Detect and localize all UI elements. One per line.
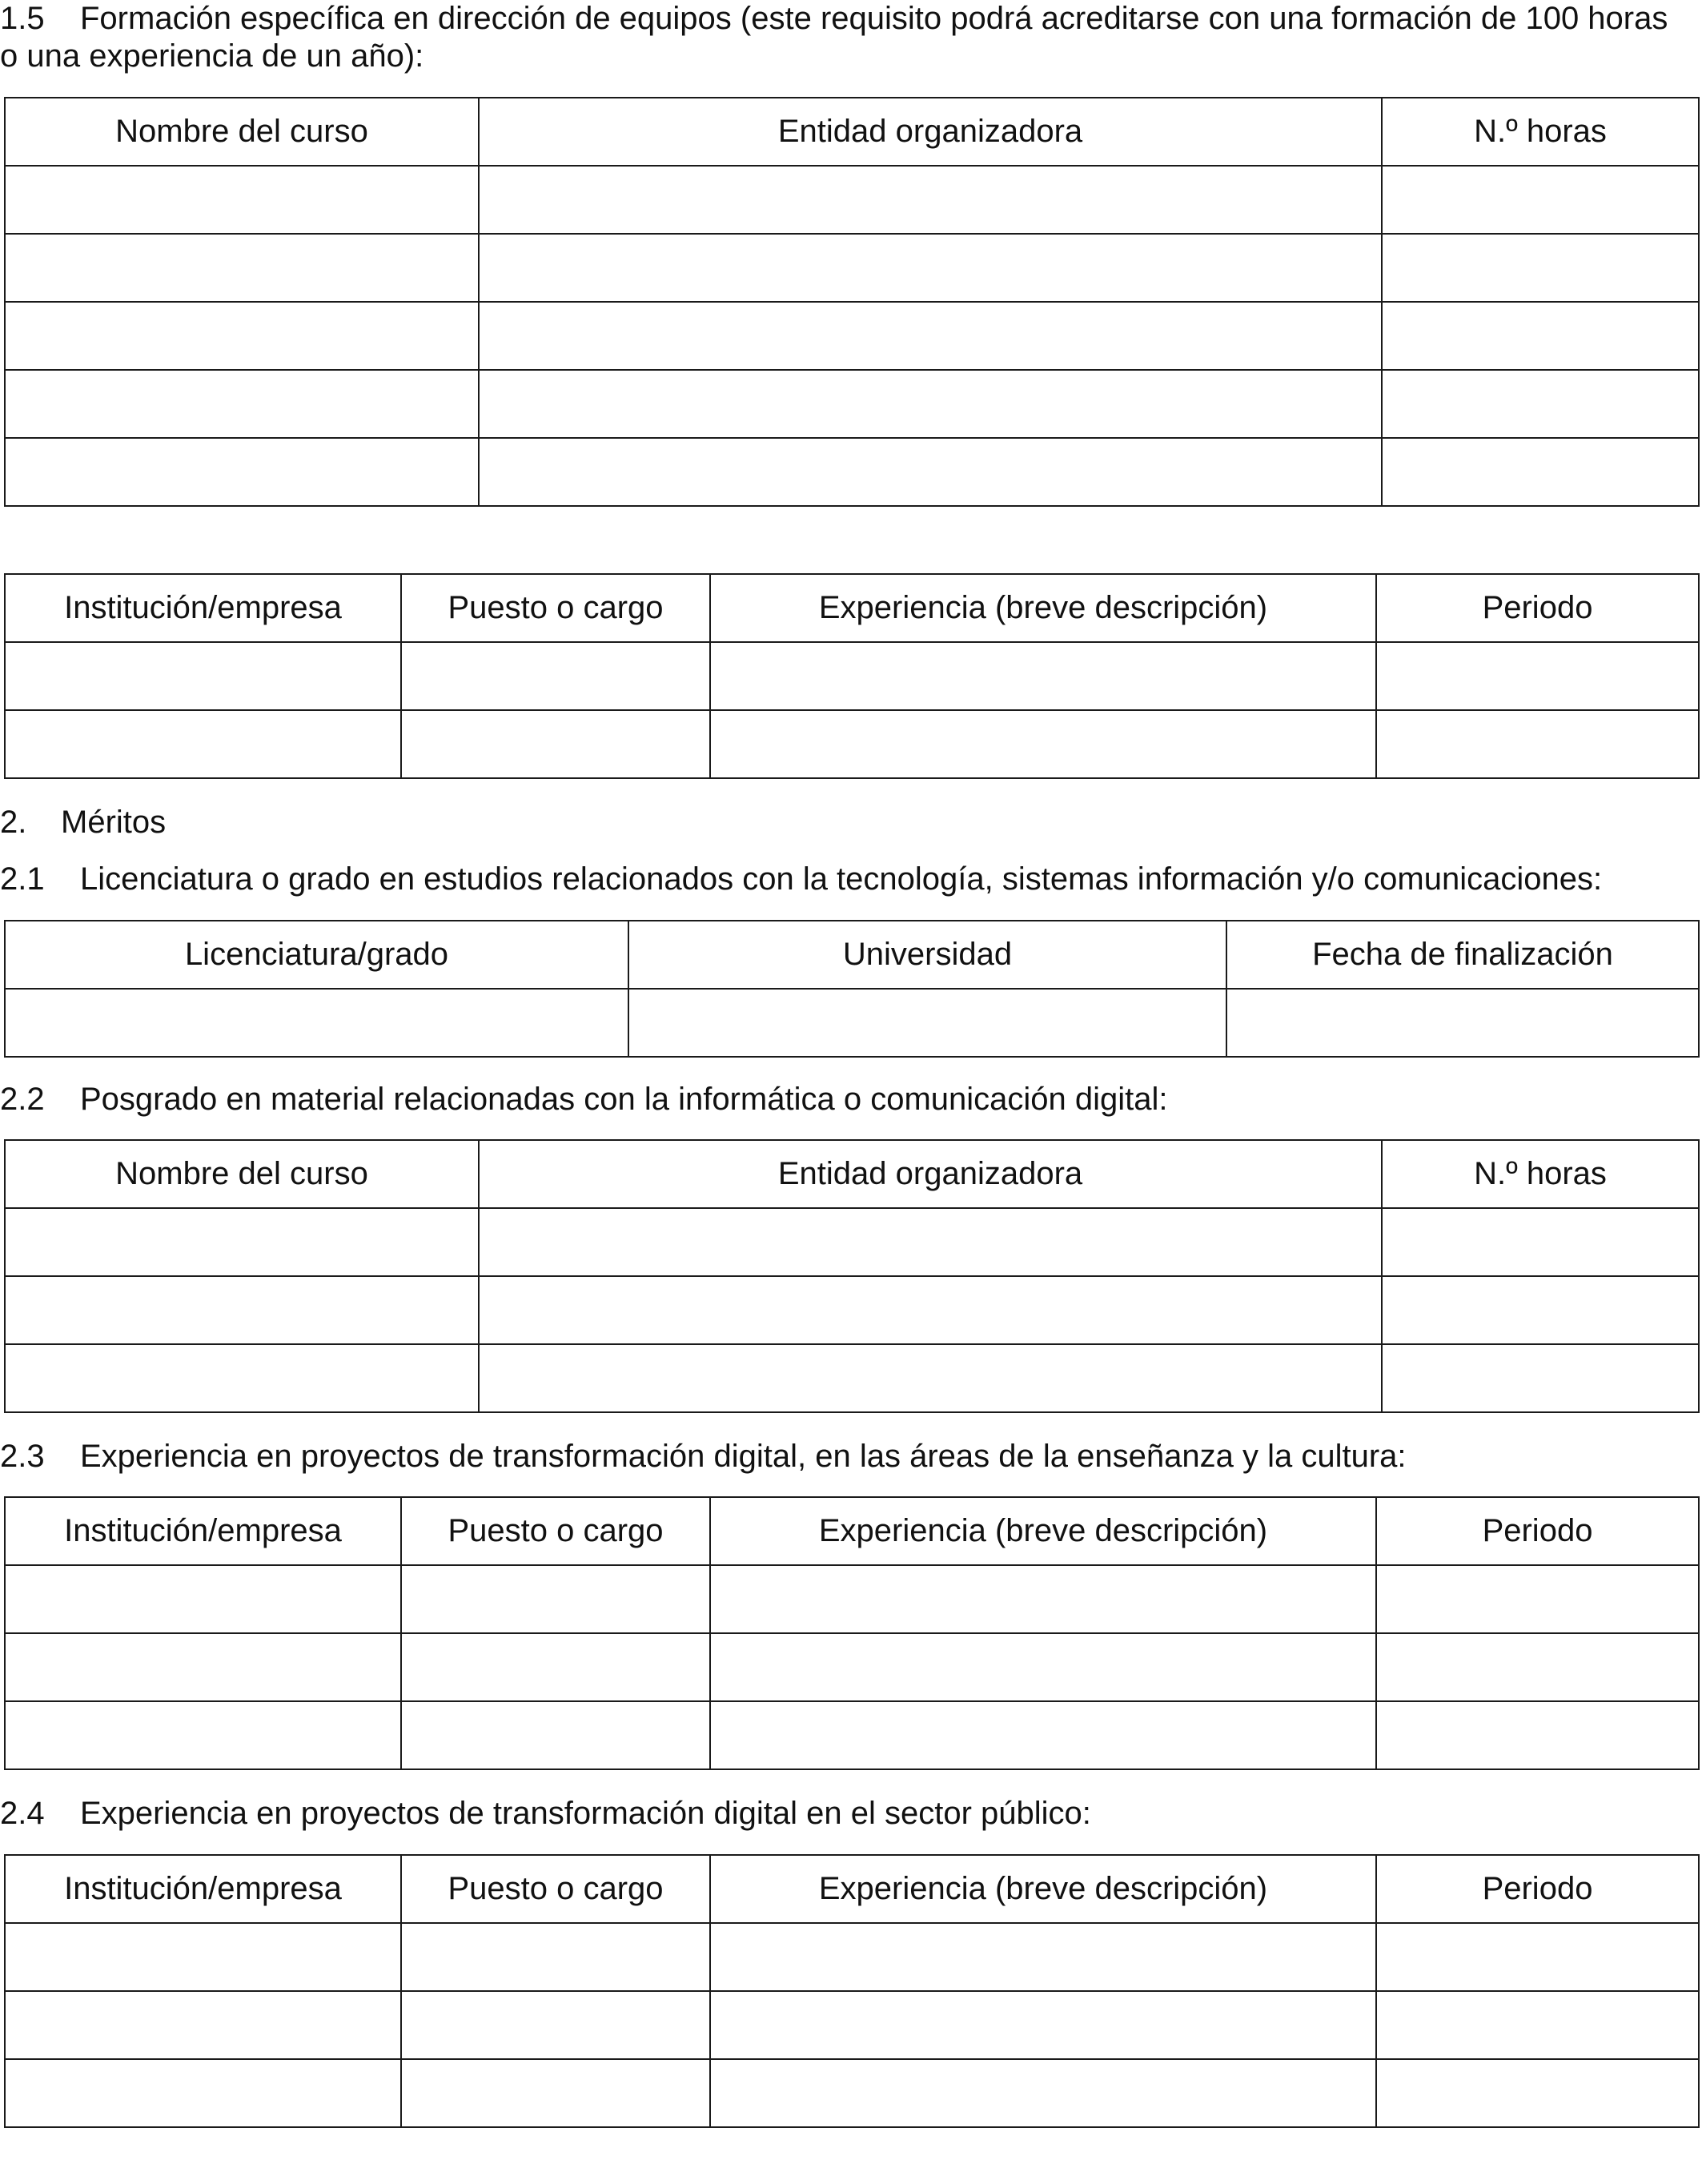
empty-cell[interactable] (5, 989, 628, 1057)
empty-cell[interactable] (1376, 1923, 1699, 1991)
empty-cell[interactable] (628, 989, 1226, 1057)
section-2-4-heading (0, 1795, 1702, 1833)
empty-cell[interactable] (710, 710, 1376, 778)
empty-cell[interactable] (1382, 1344, 1699, 1412)
table-header-row (5, 1497, 1699, 1565)
table-row (5, 1701, 1699, 1769)
experience-table-2-3 (4, 1496, 1700, 1770)
column-header: Entidad organizadora (479, 1140, 1382, 1208)
empty-cell[interactable] (1376, 1991, 1699, 2059)
column-header: Nombre del curso (5, 98, 479, 166)
empty-cell[interactable] (401, 1991, 710, 2059)
empty-cell[interactable] (401, 1701, 710, 1769)
table-row (5, 1991, 1699, 2059)
section-1-5-heading (0, 0, 1702, 38)
column-header: Periodo (1376, 1855, 1699, 1923)
column-header: Universidad (628, 921, 1226, 989)
empty-cell[interactable] (1382, 302, 1699, 370)
empty-cell[interactable] (5, 710, 401, 778)
empty-cell[interactable] (401, 710, 710, 778)
empty-cell[interactable] (479, 1276, 1382, 1344)
table-row (5, 2059, 1699, 2127)
column-header: N.º horas (1382, 1140, 1699, 1208)
section-number: 2.2 (0, 1082, 45, 1117)
empty-cell[interactable] (401, 642, 710, 710)
empty-cell[interactable] (710, 1923, 1376, 1991)
section-number: 1.5 (0, 1, 45, 36)
empty-cell[interactable] (5, 1276, 479, 1344)
section-number: 2.4 (0, 1796, 45, 1831)
empty-cell[interactable] (710, 1633, 1376, 1701)
empty-cell[interactable] (710, 1701, 1376, 1769)
column-header: Entidad organizadora (479, 98, 1382, 166)
column-header: Nombre del curso (5, 1140, 479, 1208)
section-text: Experiencia en proyectos de transformación digital, en las áreas de la enseñanza y la cultura: (80, 1439, 1407, 1474)
table-row (5, 1276, 1699, 1344)
table-row (5, 642, 1699, 710)
section-1-5-heading-continued (0, 38, 1702, 75)
empty-cell[interactable] (1376, 642, 1699, 710)
empty-cell[interactable] (1376, 1701, 1699, 1769)
empty-cell[interactable] (5, 1208, 479, 1276)
empty-cell[interactable] (401, 1633, 710, 1701)
column-header: Periodo (1376, 574, 1699, 642)
courses-table-1-5 (4, 97, 1700, 507)
section-2-heading (0, 804, 1702, 841)
experience-table-1-5 (4, 573, 1700, 779)
table-header-row (5, 921, 1699, 989)
empty-cell[interactable] (401, 2059, 710, 2127)
section-text: Licenciatura o grado en estudios relacionados con la tecnología, sistemas información y/o comunicaciones: (80, 861, 1603, 897)
empty-cell[interactable] (479, 234, 1382, 302)
empty-cell[interactable] (5, 234, 479, 302)
empty-cell[interactable] (5, 166, 479, 234)
empty-cell[interactable] (1376, 710, 1699, 778)
table-row (5, 1633, 1699, 1701)
empty-cell[interactable] (5, 642, 401, 710)
empty-cell[interactable] (5, 1565, 401, 1633)
empty-cell[interactable] (1382, 438, 1699, 506)
empty-cell[interactable] (401, 1565, 710, 1633)
column-header: Institución/empresa (5, 574, 401, 642)
column-header: Experiencia (breve descripción) (710, 1855, 1376, 1923)
empty-cell[interactable] (5, 1923, 401, 1991)
table-row (5, 710, 1699, 778)
column-header: Puesto o cargo (401, 1497, 710, 1565)
table-row (5, 438, 1699, 506)
section-2-1-heading (0, 861, 1702, 898)
empty-cell[interactable] (5, 370, 479, 438)
empty-cell[interactable] (1382, 166, 1699, 234)
section-number: 2. (0, 805, 27, 840)
table-row (5, 302, 1699, 370)
column-header: Experiencia (breve descripción) (710, 1497, 1376, 1565)
column-header: Fecha de finalización (1226, 921, 1699, 989)
section-number: 2.3 (0, 1439, 45, 1474)
column-header: Puesto o cargo (401, 574, 710, 642)
section-title: Méritos (61, 805, 167, 840)
empty-cell[interactable] (5, 1633, 401, 1701)
empty-cell[interactable] (479, 1344, 1382, 1412)
table-row (5, 989, 1699, 1057)
section-2-3-heading (0, 1438, 1702, 1475)
empty-cell[interactable] (1376, 1633, 1699, 1701)
empty-cell[interactable] (479, 166, 1382, 234)
table-header-row (5, 574, 1699, 642)
empty-cell[interactable] (1226, 989, 1699, 1057)
section-text: Formación específica en dirección de equipos (este requisito podrá acreditarse con una formación de 100 horas (80, 1, 1668, 36)
column-header: Puesto o cargo (401, 1855, 710, 1923)
table-header-row (5, 98, 1699, 166)
table-row (5, 234, 1699, 302)
empty-cell[interactable] (710, 642, 1376, 710)
empty-cell[interactable] (1376, 2059, 1699, 2127)
section-number: 2.1 (0, 861, 45, 897)
table-row (5, 370, 1699, 438)
empty-cell[interactable] (5, 302, 479, 370)
table-row (5, 1923, 1699, 1991)
column-header: Periodo (1376, 1497, 1699, 1565)
empty-cell[interactable] (5, 438, 479, 506)
table-row (5, 1208, 1699, 1276)
table-row (5, 166, 1699, 234)
empty-cell[interactable] (5, 1991, 401, 2059)
empty-cell[interactable] (710, 1565, 1376, 1633)
empty-cell[interactable] (5, 1701, 401, 1769)
empty-cell[interactable] (1382, 234, 1699, 302)
empty-cell[interactable] (479, 370, 1382, 438)
column-header: Experiencia (breve descripción) (710, 574, 1376, 642)
empty-cell[interactable] (5, 1344, 479, 1412)
section-text: Posgrado en material relacionadas con la informática o comunicación digital: (80, 1082, 1168, 1117)
postgrad-table-2-2 (4, 1139, 1700, 1413)
section-text: Experiencia en proyectos de transformación digital en el sector público: (80, 1796, 1091, 1831)
empty-cell[interactable] (1376, 1565, 1699, 1633)
table-row (5, 1344, 1699, 1412)
empty-cell[interactable] (1382, 370, 1699, 438)
degree-table-2-1 (4, 920, 1700, 1058)
column-header: Licenciatura/grado (5, 921, 628, 989)
table-header-row (5, 1855, 1699, 1923)
table-header-row (5, 1140, 1699, 1208)
column-header: N.º horas (1382, 98, 1699, 166)
empty-cell[interactable] (479, 1208, 1382, 1276)
empty-cell[interactable] (479, 438, 1382, 506)
empty-cell[interactable] (710, 2059, 1376, 2127)
empty-cell[interactable] (1382, 1208, 1699, 1276)
column-header: Institución/empresa (5, 1855, 401, 1923)
column-header: Institución/empresa (5, 1497, 401, 1565)
empty-cell[interactable] (5, 2059, 401, 2127)
empty-cell[interactable] (1382, 1276, 1699, 1344)
empty-cell[interactable] (479, 302, 1382, 370)
section-2-2-heading (0, 1081, 1702, 1118)
table-row (5, 1565, 1699, 1633)
experience-table-2-4 (4, 1854, 1700, 2128)
section-text: o una experiencia de un año): (0, 38, 424, 74)
empty-cell[interactable] (401, 1923, 710, 1991)
empty-cell[interactable] (710, 1991, 1376, 2059)
